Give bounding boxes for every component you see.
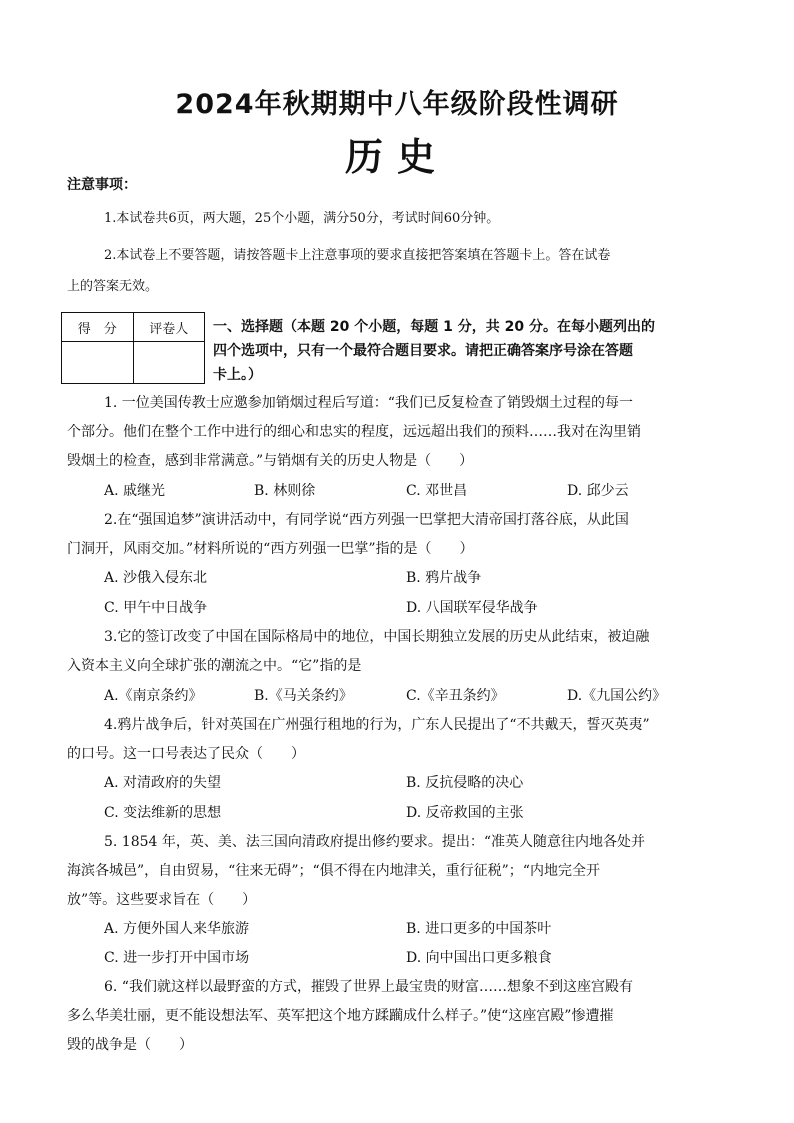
question-5-line-3: 放”等。这些要求旨在（ ） xyxy=(67,892,257,908)
notice-item-1: 1.本试卷共6页，两大题，25个小题，满分50分，考试时间60分钟。 xyxy=(104,211,500,226)
question-1-option-a: A. 戚继光 xyxy=(104,483,166,499)
question-2-option-d: D. 八国联军侵华战争 xyxy=(406,600,538,616)
question-4-option-a: A. 对清政府的失望 xyxy=(104,775,222,791)
question-5-line-1: 5. 1854 年，英、美、法三国向清政府提出修约要求。提出：“准英人随意往内地各处并 xyxy=(104,834,646,850)
question-4-option-b: B. 反抗侵略的决心 xyxy=(406,775,524,791)
question-2-line-1: 2.在“强国追梦”演讲活动中，有同学说“西方列强一巴掌把大清帝国打落谷底，从此国 xyxy=(104,512,629,528)
question-6-line-1: 6. “我们就这样以最野蛮的方式，摧毁了世界上最宝贵的财富……想象不到这座宫殿有 xyxy=(104,979,633,995)
question-4-line-1: 4.鸦片战争后，针对英国在广州强行租地的行为，广东人民提出了“不共戴天，誓灭英夷” xyxy=(104,717,650,733)
score-label: 得 分 xyxy=(62,313,134,342)
question-3-option-b: B.《马关条约》 xyxy=(254,688,353,704)
question-3-line-1: 3.它的签订改变了中国在国际格局中的地位，中国长期独立发展的历史从此结束，被迫融 xyxy=(104,629,650,645)
score-cell xyxy=(62,342,134,384)
question-2-option-a: A. 沙俄入侵东北 xyxy=(104,570,208,586)
question-5-option-b: B. 进口更多的中国茶叶 xyxy=(406,921,552,937)
question-1-line-3: 毁烟土的检查，感到非常满意。”与销烟有关的历史人物是（ ） xyxy=(67,453,474,469)
question-3-option-a: A.《南京条约》 xyxy=(104,688,203,704)
question-1-option-b: B. 林则徐 xyxy=(254,483,316,499)
question-4-option-c: C. 变法维新的思想 xyxy=(104,805,222,821)
question-5-option-d: D. 向中国出口更多粮食 xyxy=(406,950,552,966)
section-heading-line-3: 卡上。） xyxy=(213,367,262,383)
question-6-line-2: 多么华美壮丽，更不能设想法军、英军把这个地方蹂躏成什么样子。”使“这座宫殿”惨遭摧 xyxy=(67,1008,614,1024)
question-4-option-d: D. 反帝救国的主张 xyxy=(406,805,524,821)
question-5-line-2: 海滨各城邑”，自由贸易，“往来无碍”；“俱不得在内地津关，重行征税”；“内地完全开 xyxy=(67,863,600,879)
question-2-line-2: 门洞开，风雨交加。”材料所说的“西方列强一巴掌”指的是（ ） xyxy=(67,541,474,557)
question-3-option-d: D.《九国公约》 xyxy=(567,688,667,704)
grader-cell xyxy=(133,342,205,384)
notice-heading: 注意事项： xyxy=(67,177,137,193)
grader-label: 评卷人 xyxy=(133,313,205,342)
question-3-line-2: 入资本主义向全球扩张的潮流之中。“它”指的是 xyxy=(67,658,362,674)
question-1-option-d: D. 邱少云 xyxy=(567,483,629,499)
question-2-option-b: B. 鸦片战争 xyxy=(406,570,482,586)
question-5-option-a: A. 方便外国人来华旅游 xyxy=(104,921,250,937)
page-title: 2024年秋期期中八年级阶段性调研 xyxy=(175,89,619,120)
section-heading-line-2: 四个选项中，只有一个最符合题目要求。请把正确答案序号涂在答题 xyxy=(213,343,633,359)
question-3-option-c: C.《辛丑条约》 xyxy=(406,688,505,704)
question-5-option-c: C. 进一步打开中国市场 xyxy=(104,950,250,966)
question-1-line-1: 1. 一位美国传教士应邀参加销烟过程后写道：“我们已反复检查了销毁烟土过程的每一 xyxy=(104,395,633,411)
score-table xyxy=(61,312,205,384)
notice-item-2: 2.本试卷上不要答题，请按答题卡上注意事项的要求直接把答案填在答题卡上。答在试卷 xyxy=(104,248,611,263)
question-4-line-2: 的口号。这一口号表达了民众（ ） xyxy=(67,746,305,762)
question-6-line-3: 毁的战争是（ ） xyxy=(67,1037,193,1053)
question-2-option-c: C. 甲午中日战争 xyxy=(104,600,208,616)
notice-item-2-cont: 上的答案无效。 xyxy=(67,279,159,294)
question-1-line-2: 个部分。他们在整个工作中进行的细心和忠实的程度，远远超出我们的预料……我对在沟里销 xyxy=(67,424,641,440)
subject-title: 历史 xyxy=(344,135,449,179)
section-heading-line-1: 一、选择题（本题 20 个小题，每题 1 分，共 20 分。在每小题列出的 xyxy=(213,319,655,335)
question-1-option-c: C. 邓世昌 xyxy=(406,483,468,499)
